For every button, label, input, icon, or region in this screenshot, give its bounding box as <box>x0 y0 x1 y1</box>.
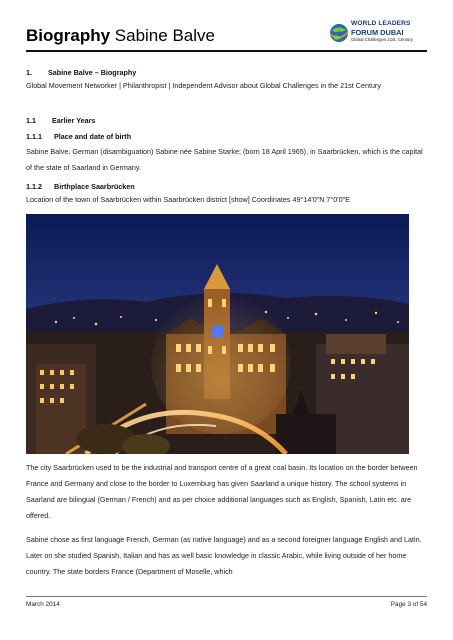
section-1-1-1-heading <box>26 132 131 142</box>
title-rest: Sabine Balve <box>110 26 215 45</box>
logo-line-1: WORLD LEADERS <box>351 20 411 27</box>
header-divider <box>26 50 427 52</box>
section-number: 1.1.1 <box>26 132 42 141</box>
logo-line-3: Global Challenges 21st. Century <box>351 37 413 42</box>
paragraph-2: Sabine chose as first language French, German (as native language) and as a second foreigner language English and Latin. Later on she studied Spanish, Italian and has as well basic knowledge in classic Arabic, while living outside of her home country. The state borders France (Department of Moselle, which <box>26 535 422 576</box>
forum-logo <box>329 20 429 48</box>
section-number: 1.1.2 <box>26 182 42 191</box>
section-title: Place and date of birth <box>54 132 132 141</box>
globe-icon <box>329 22 349 44</box>
section-number: 1. <box>26 68 32 77</box>
saarbruecken-photo <box>26 214 409 454</box>
page-title <box>26 26 215 46</box>
section-1-1-heading <box>26 116 95 126</box>
section-1-heading <box>26 68 136 78</box>
footer-page-number: Page 3 of 54 <box>390 601 427 608</box>
birth-paragraph: Sabine Balve, German (disambiguation) Sabine née Sabine Starke; (born 18 April 1965), in Saarbrücken, which is the capital of the state of Saarland in Germany. <box>26 147 423 172</box>
section-title: Earlier Years <box>52 116 96 125</box>
logo-line-2: FORUM DUBAI <box>351 28 404 37</box>
section-number: 1.1 <box>26 116 36 125</box>
footer-divider <box>26 596 427 597</box>
location-caption: Location of the town of Saarbrücken within Saarbrücken district [show] Coordinates 49°14′0″N 7°0′0″E <box>26 195 350 204</box>
intro-paragraph: Global Movement Networker | Philanthropist | Independent Advisor about Global Challenges in the 21st Century <box>26 81 381 90</box>
title-bold: Biography <box>26 26 111 45</box>
section-1-1-2-heading <box>26 182 135 192</box>
city-night-image <box>26 214 409 454</box>
footer-date: March 2014 <box>26 601 60 608</box>
section-title: Birthplace Saarbrücken <box>54 182 135 191</box>
section-title: Sabine Balve – Biography <box>48 68 137 77</box>
paragraph-1: The city Saarbrücken used to be the industrial and transport centre of a great coal basin. Its location on the border between France and Germany and close to the border to Luxemburg has given Saarland a unique history. The school systems in Saarland are bilingual (German / French) and as per choice additional languages such as English, Spanish, Latin etc. are offered. <box>26 463 418 520</box>
